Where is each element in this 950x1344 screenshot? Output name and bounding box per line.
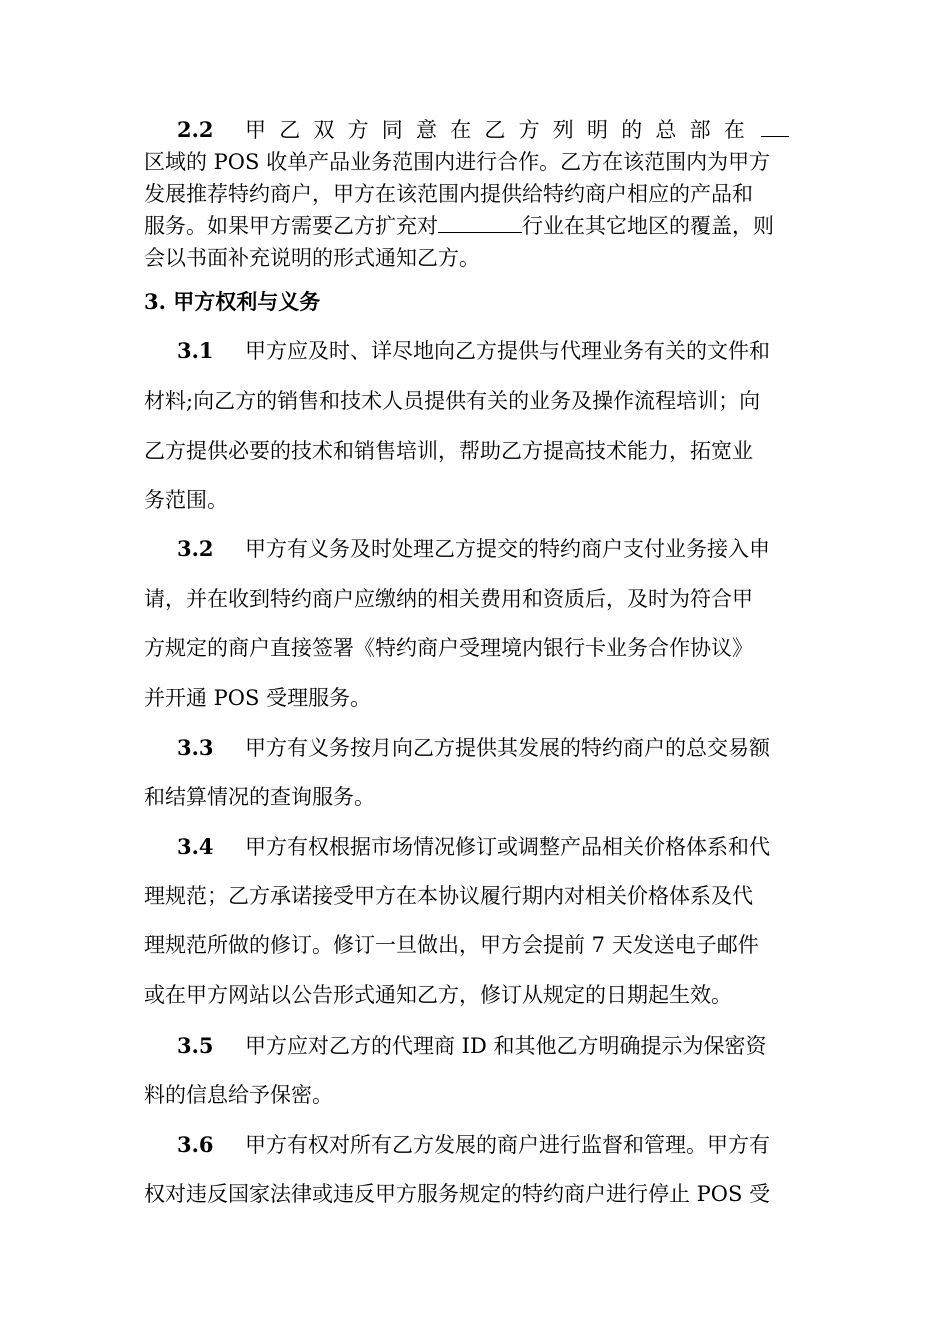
clause-3-6-line-1	[177, 1129, 770, 1161]
clause-number: 3.6	[177, 1132, 214, 1157]
clause-text: 甲方应对乙方的代理商 ID 和其他乙方明确提示为保密资	[245, 1034, 767, 1058]
clause-number: 3.1	[177, 338, 214, 363]
clause-number: 3.3	[177, 735, 214, 760]
clause-3-1-line-2: 材料;向乙方的销售和技术人员提供有关的业务及操作流程培训；向	[144, 389, 761, 413]
clause-number: 3.2	[177, 536, 214, 561]
clause-3-4-line-2: 理规范；乙方承诺接受甲方在本协议履行期内对相关价格体系及代	[144, 884, 753, 908]
clause-number: 3.4	[177, 834, 214, 859]
clause-text: 甲方有义务按月向乙方提供其发展的特约商户的总交易额	[245, 736, 770, 760]
clause-2-2-line-4	[144, 210, 774, 242]
clause-text: 甲方有权根据市场情况修订或调整产品相关价格体系和代	[245, 835, 770, 859]
clause-number: 3.5	[177, 1033, 214, 1058]
clause-text: 甲方有义务及时处理乙方提交的特约商户支付业务接入申	[245, 537, 770, 561]
clause-3-1-line-4: 务范围。	[144, 488, 228, 512]
clause-3-2-line-1	[177, 533, 770, 565]
clause-3-3-line-1	[177, 732, 770, 764]
clause-3-2-line-3: 方规定的商户直接签署《特约商户受理境内银行卡业务合作协议》	[144, 636, 753, 660]
clause-3-6-line-2: 权对违反国家法律或违反甲方服务规定的特约商户进行停止 POS 受	[144, 1182, 771, 1206]
clause-2-2-line-2: 区域的 POS 收单产品业务范围内进行合作。乙方在该范围内为甲方	[144, 150, 771, 174]
clause-2-2-line-1	[177, 114, 789, 146]
clause-3-4-line-1	[177, 831, 770, 863]
clause-2-2-line-5: 会以书面补充说明的形式通知乙方。	[144, 246, 480, 270]
clause-3-1-line-3: 乙方提供必要的技术和销售培训，帮助乙方提高技术能力，拓宽业	[144, 439, 753, 463]
clause-3-5-line-2: 料的信息给予保密。	[144, 1083, 333, 1107]
clause-text: 甲方有权对所有乙方发展的商户进行监督和管理。甲方有	[245, 1133, 770, 1157]
clause-3-2-line-2: 请，并在收到特约商户应缴纳的相关费用和资质后，及时为符合甲	[144, 587, 753, 611]
clause-text: 行业在其它地区的覆盖，则	[522, 214, 774, 238]
clause-3-4-line-3: 理规范所做的修订。修订一旦做出，甲方会提前 7 天发送电子邮件	[144, 933, 759, 957]
clause-2-2-line-3: 发展推荐特约商户，甲方在该范围内提供给特约商户相应的产品和	[144, 182, 753, 206]
fill-blank	[761, 116, 789, 137]
clause-3-3-line-2: 和结算情况的查询服务。	[144, 785, 375, 809]
clause-text: 甲乙双方同意在乙方列明的总部在	[245, 118, 758, 142]
clause-text: 服务。如果甲方需要乙方扩充对	[144, 214, 438, 238]
clause-3-2-line-4: 并开通 POS 受理服务。	[144, 686, 372, 710]
section-heading-3: 3. 甲方权利与义务	[144, 289, 321, 314]
clause-number: 2.2	[177, 117, 214, 142]
clause-3-4-line-4: 或在甲方网站以公告形式通知乙方，修订从规定的日期起生效。	[144, 983, 732, 1007]
clause-3-1-line-1	[177, 335, 770, 367]
fill-blank	[438, 212, 522, 233]
clause-3-5-line-1	[177, 1030, 766, 1062]
clause-text: 甲方应及时、详尽地向乙方提供与代理业务有关的文件和	[245, 339, 770, 363]
